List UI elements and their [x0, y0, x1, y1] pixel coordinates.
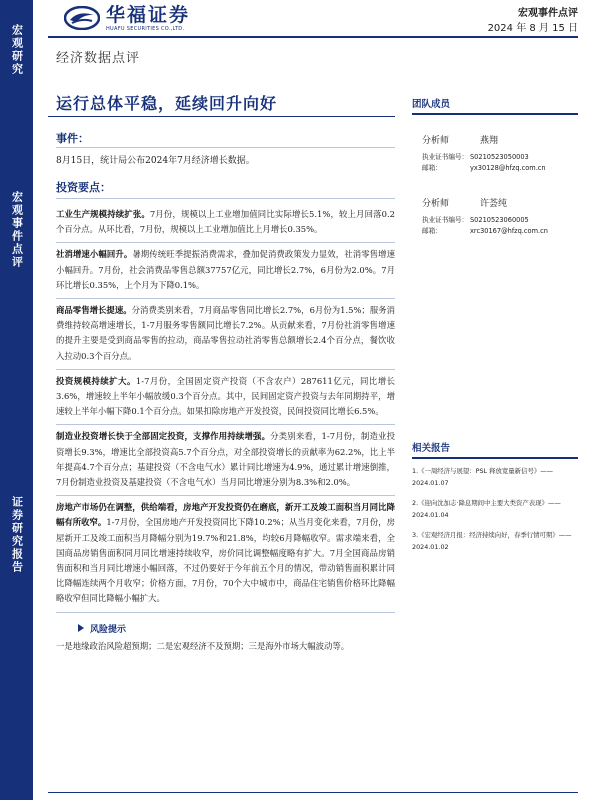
analyst-name: 燕翔 [480, 136, 499, 146]
header-divider [48, 36, 578, 38]
cert-label: 执业证书编号： [422, 153, 469, 161]
sidebar-label-mid: 宏观事件点评 [10, 191, 24, 269]
logo-text-cn: 华福证券 [106, 4, 191, 26]
event-text: 8月15日，统计局公布2024年7月经济增长数据。 [56, 156, 255, 166]
key-point-lead: 工业生产规模持续扩张。 [56, 209, 150, 219]
sidebar-label-bottom: 证券研究报告 [10, 496, 24, 574]
key-point-paragraph [56, 496, 395, 612]
event-heading: 事件： [56, 128, 395, 148]
cert-number: S0210523060005 [470, 216, 529, 224]
cert-label: 执业证书编号： [422, 216, 469, 224]
key-point-body: 1-7月份，全国固定资产投资（不含农户）287611亿元，同比增长3.6%，增速较上半年小幅放缓0.3个百分点。其中，民间固定资产投资与去年同期持平，增速较上半年小幅下降0.1个百分点。如果扣除房地产开发投资，民间投资同比增长6.5%。 [56, 375, 395, 417]
key-point-lead: 投资规模持续扩大。 [56, 375, 136, 386]
report-type: 宏观事件点评 [518, 8, 578, 19]
report-title: 运行总体平稳，延续回升向好 [56, 94, 278, 113]
analyst-name: 许荟纯 [480, 199, 508, 209]
section-tag: 经济数据点评 [56, 51, 141, 66]
key-point-body: 暑期传统旺季提振消费需求，叠加促消费政策发力显效，社消零售增速小幅回升。7月份，社会消费品零售总额37757亿元，同比增长2.7%，6月份为2.0%。7月环比增长0.35%，上个月为下降0.1%。 [56, 249, 396, 290]
key-point-body: 分类别来看，1-7月份，制造业投资增长9.3%，增速比全部投资高5.7个百分点，对全部投资增长的贡献率为62.2%，比上半年提高4.7个百分点；基建投资（不含电气水）累计同比增速为4.9%，通过累计增速倒推，7月份制造业投资及基建投资（不含电气水）当月同比增速分别为8.3%和2.0%。 [56, 431, 395, 488]
arrow-right-icon [78, 624, 84, 632]
key-point-lead: 商品零售增长提速。 [56, 305, 132, 316]
key-point-lead: 房地产市场仍在调整，供给端看，房地产开发投资仍在磨底，新开工及竣工面积当月同比降幅有所收窄。 [56, 502, 395, 528]
related-report-link[interactable]: 2.《迎向沈加志·降息期间中主要大类资产表现》—— 2024.01.04 [412, 499, 561, 519]
analyst-card [412, 133, 578, 174]
analyst-role: 分析师 [422, 199, 450, 209]
key-point-body: 分消费类别来看，7月商品零售同比增长2.7%，6月份为1.5%；服务消费维持较高增速增长，1-7月服务零售额同比增长7.2%。从贡献来看，7月份社消零售增速的提升主要是受到商品零售的拉动，商品零售拉动社消零售总额增长2.4个百分点，餐饮收入拉动0.3个百分点。 [56, 305, 395, 361]
email-label: 邮箱： [422, 164, 442, 172]
key-point-paragraph [56, 299, 395, 370]
logo-mark-icon [64, 6, 100, 30]
key-point-paragraph [56, 370, 395, 426]
company-logo [64, 4, 190, 32]
cert-number: S0210523050003 [470, 153, 529, 161]
team-panel [412, 96, 578, 237]
key-point-paragraph [56, 425, 395, 496]
key-point-body: 7月份，规模以上工业增加值同比实际增长5.1%，较上月回落0.2个百分点。从环比看，7月份，规模以上工业增加值比上月增长0.35%。 [56, 209, 395, 235]
risk-heading-label: 风险提示 [90, 624, 127, 635]
team-heading: 团队成员 [412, 96, 578, 115]
analyst-card [412, 196, 578, 237]
analyst-email[interactable]: xrc30167@hfzq.com.cn [470, 227, 548, 235]
title-divider [48, 116, 395, 117]
risk-text: 一是地缘政治风险超预期；二是宏观经济不及预期；三是海外市场大幅波动等。 [56, 640, 350, 651]
risk-heading [78, 622, 395, 635]
related-reports [412, 440, 578, 561]
related-heading: 相关报告 [412, 440, 578, 459]
key-point-paragraph [56, 243, 395, 299]
left-sidebar [0, 0, 33, 800]
related-report-link[interactable]: 1.《一周经济与展望：PSL 释放宽量新信号》—— 2024.01.07 [412, 467, 554, 487]
main-column [56, 128, 395, 654]
analyst-email[interactable]: yx30128@hfzq.com.cn [470, 164, 546, 172]
key-points-heading: 投资要点： [56, 179, 395, 199]
key-point-lead: 社消增速小幅回升。 [56, 249, 133, 260]
sidebar-label-top: 宏观研究 [10, 24, 24, 76]
footer-divider [48, 792, 578, 793]
report-date: 2024 年 8 月 15 日 [487, 23, 578, 34]
key-point-lead: 制造业投资增长快于全部固定投资，支撑作用持续增强。 [56, 431, 271, 442]
key-point-body: 1-7月份，全国房地产开发投资同比下降10.2%；从当月变化来看，7月份，房屋新开工及竣工面积当月降幅分别为19.7%和21.8%，均较6月降幅收窄。需求端来看，全国商品房销售面积同月同比增速持续收窄，房价同比调整幅度略有扩大。7月全国商品房销售面积和当月同比增速小幅回落，不过仍要好于今年前五个月的情况，带动销售面积累计同比降幅连续两个月收窄；价格方面，7月份，70个大中城市中，商品住宅销售价格环比降幅略收窄但同比降幅小幅扩大。 [56, 517, 395, 604]
key-point-paragraph [56, 203, 395, 243]
logo-text-en: HUAFU SECURITIES CO.,LTD. [106, 26, 185, 32]
email-label: 邮箱： [422, 227, 442, 235]
analyst-role: 分析师 [422, 136, 450, 146]
related-report-link[interactable]: 3.《宏观经济月报：经济持续向好，春季行情可期》—— 2024.01.02 [412, 531, 572, 551]
